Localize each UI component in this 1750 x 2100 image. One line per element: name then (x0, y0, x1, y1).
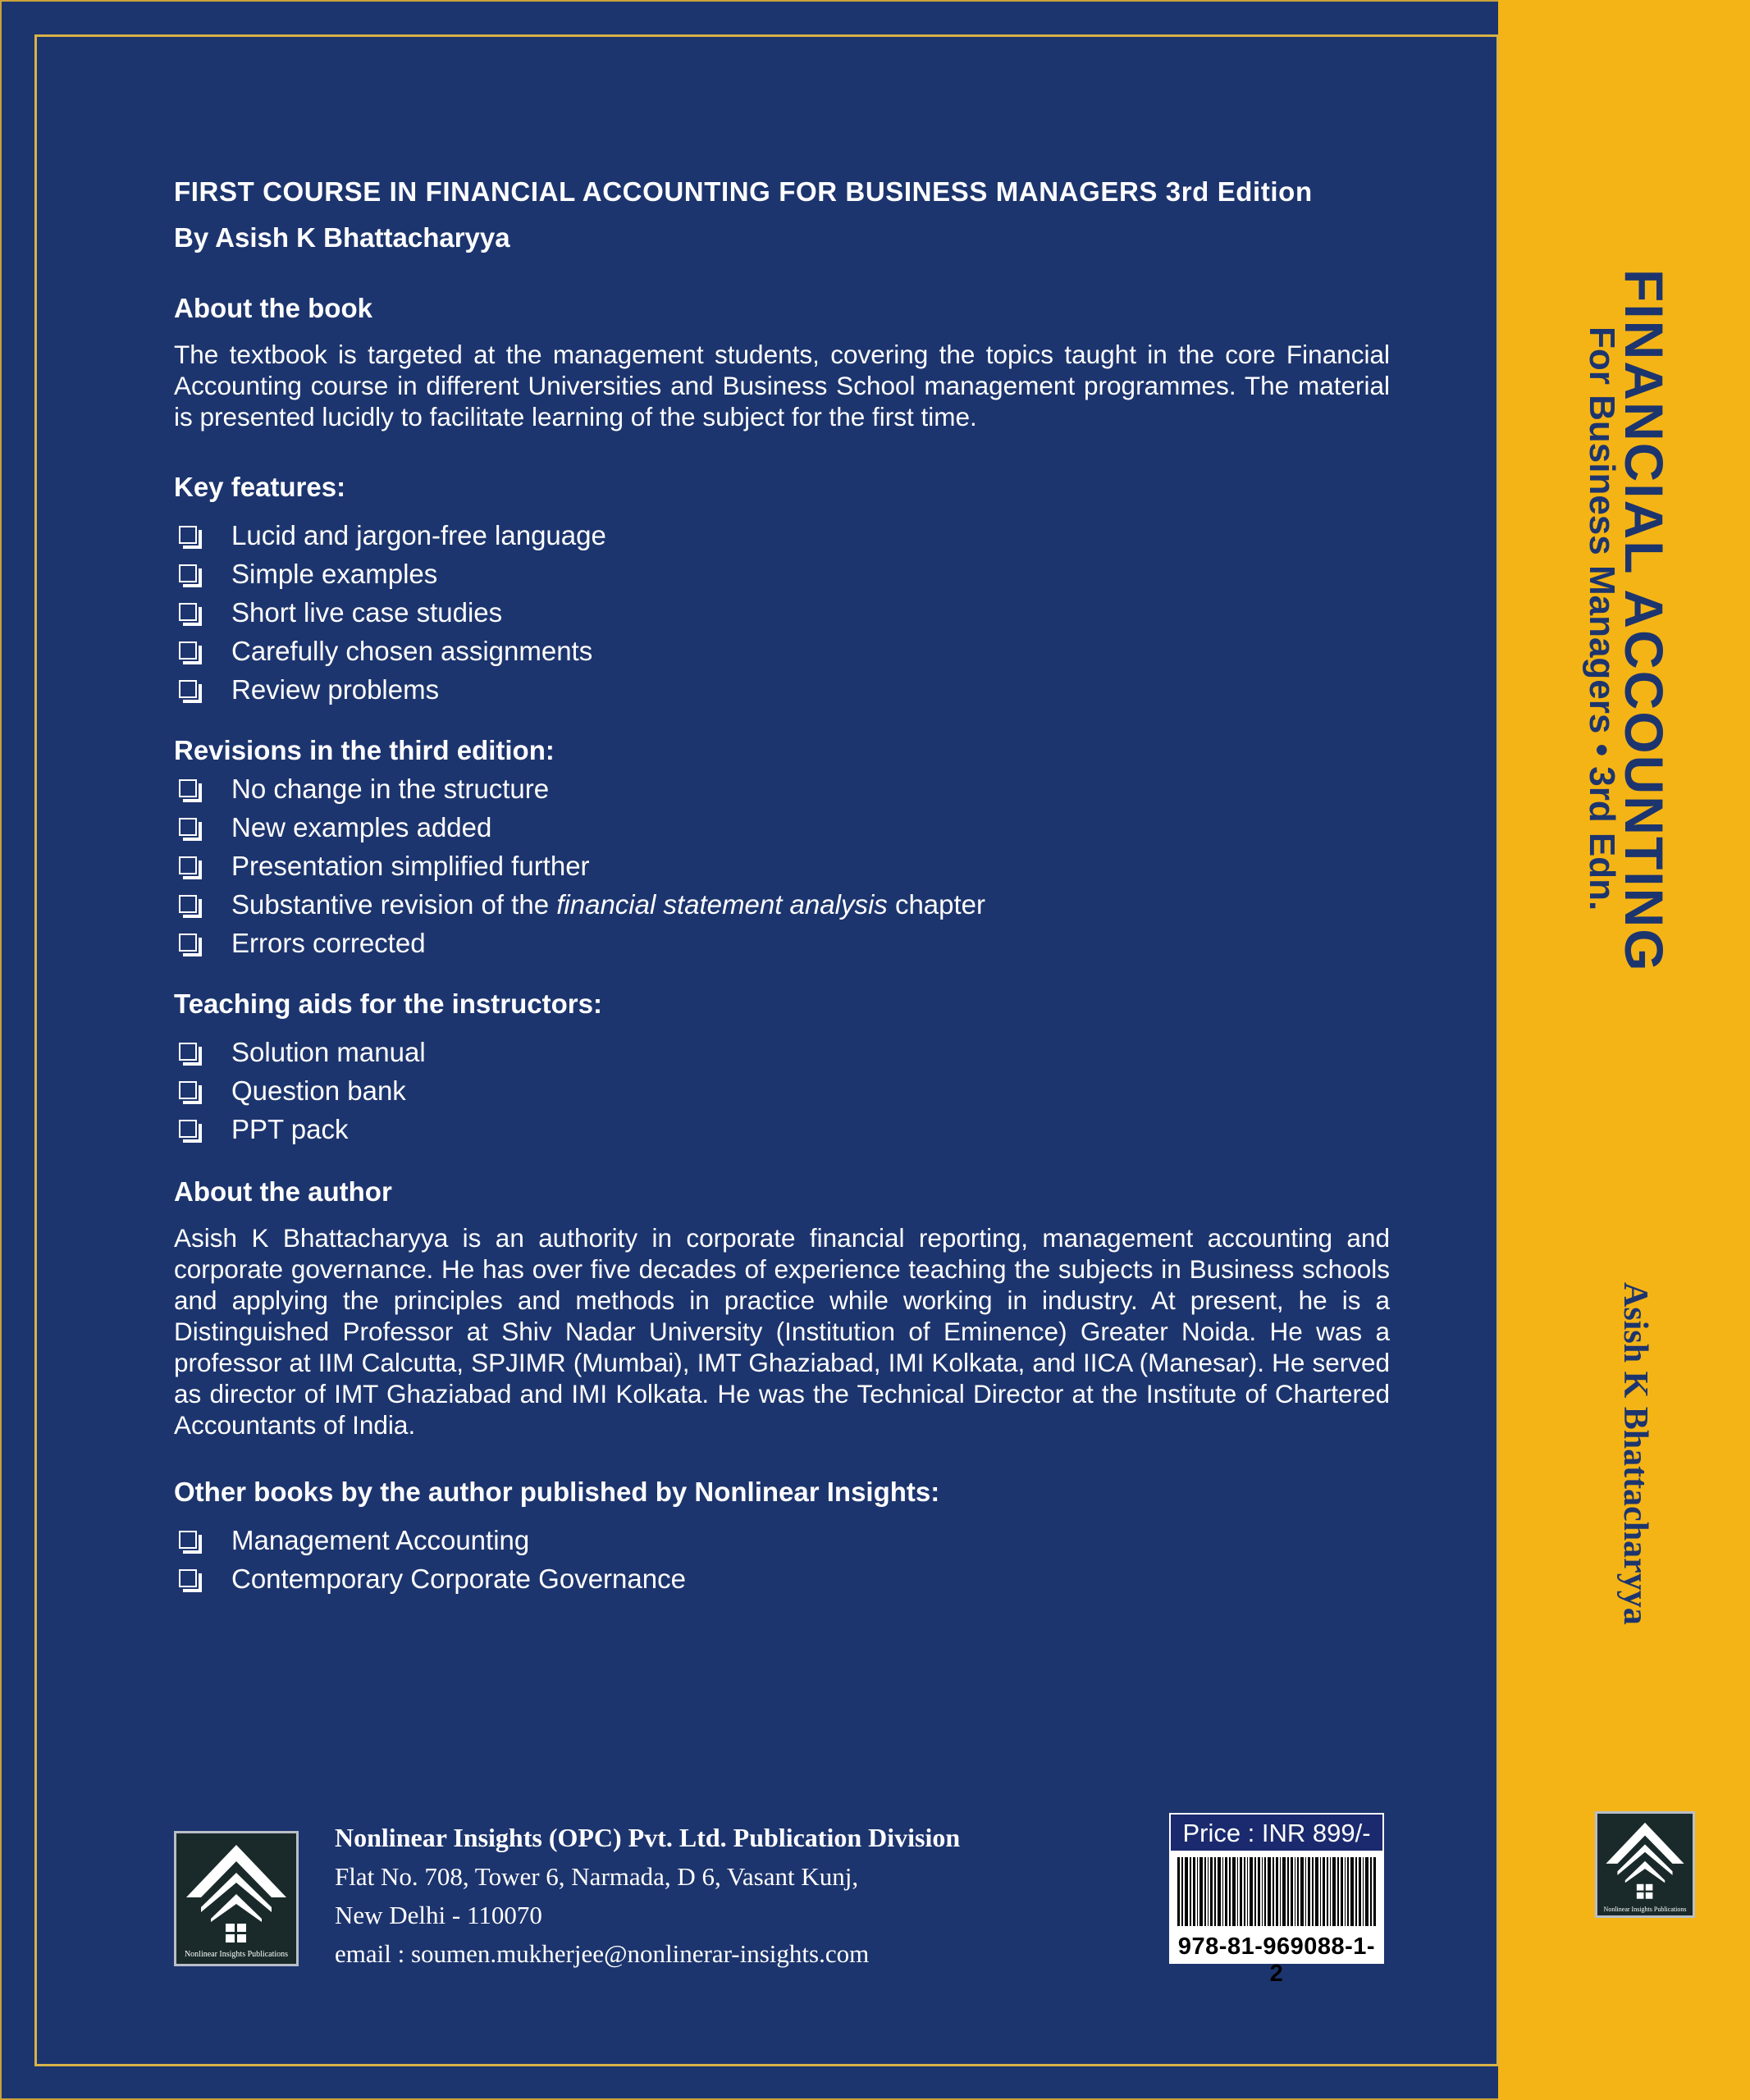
list-item-label: No change in the structure (231, 773, 550, 804)
list-item (174, 847, 1390, 885)
cover-content (174, 176, 1390, 1598)
barcode-icon (1177, 1857, 1376, 1926)
checkbox-icon (179, 1043, 199, 1062)
spine-logo-caption: Nonlinear Insights Publications (1603, 1906, 1687, 1913)
list-item-text-pre: Substantive revision of the (231, 888, 557, 920)
list-item-label: Solution manual (231, 1036, 426, 1067)
teaching-aids-list (174, 1033, 1390, 1148)
checkbox-icon (179, 526, 199, 546)
list-item-label: Simple examples (231, 558, 438, 589)
list-item-label: Management Accounting (231, 1524, 530, 1555)
list-item (174, 1071, 1390, 1110)
about-author-heading: About the author (174, 1176, 392, 1207)
list-item-label: Short live case studies (231, 596, 503, 628)
list-item (174, 516, 1390, 555)
checkbox-icon (179, 818, 199, 838)
checkbox-icon (179, 1081, 199, 1101)
spine-author: Asish K Bhattacharyya (1616, 1282, 1654, 1625)
checkbox-icon (179, 934, 199, 953)
list-item-label: Lucid and jargon-free language (231, 519, 606, 550)
about-author-text: Asish K Bhattacharyya is an authority in corporate financial reporting, management accounting and corporate governance. He has over five decades of experience teaching the subjects in Business schools and applying the principles and methods in practice while working in industry. At present, he is a Distinguished Professor at Shiv Nadar University (Institution of Eminence) Greater Noida. He was a professor at IIM Calcutta, SPJIMR (Mumbai), IMT Ghaziabad, IMI Kolkata, and IICA (Manesar). He served as director of IMT Ghaziabad and IMI Kolkata. He was the Technical Director at the Institute of Chartered Accountants of India. (174, 1223, 1390, 1440)
list-item (174, 1521, 1390, 1559)
publisher-info (335, 1823, 960, 1969)
checkbox-icon (179, 641, 199, 661)
about-book-text: The textbook is targeted at the management students, covering the topics taught in the core Financial Accounting course in different Universities and Business School management programmes. The material is presented lucidly to facilitate learning of the subject for the first time. (174, 340, 1390, 431)
house-logo-icon (1597, 1814, 1693, 1915)
other-books-list (174, 1521, 1390, 1598)
list-item-label: PPT pack (231, 1113, 349, 1144)
checkbox-icon (179, 1120, 199, 1139)
checkbox-icon (179, 895, 199, 915)
other-books-heading: Other books by the author published by Nonlinear Insights: (174, 1477, 940, 1507)
checkbox-icon (179, 603, 199, 623)
publisher-address-1: Flat No. 708, Tower 6, Narmada, D 6, Vasant Kunj, (335, 1862, 859, 1891)
list-item (174, 769, 1390, 808)
house-logo-icon (176, 1833, 296, 1964)
list-item-label: Carefully chosen assignments (231, 635, 593, 666)
list-item-label: Presentation simplified further (231, 850, 590, 881)
publisher-address-2: New Delhi - 110070 (335, 1901, 542, 1929)
list-item (174, 1559, 1390, 1598)
revisions-heading: Revisions in the third edition: (174, 735, 555, 765)
checkbox-icon (179, 680, 199, 700)
revisions-list (174, 769, 1390, 962)
list-item (174, 924, 1390, 962)
list-item (174, 885, 1390, 924)
list-item (174, 555, 1390, 593)
list-item-label: Question bank (231, 1075, 406, 1106)
price-label: Price : INR 899/- (1169, 1813, 1384, 1851)
list-item (174, 593, 1390, 632)
list-item-label: Contemporary Corporate Governance (231, 1563, 686, 1594)
teaching-aids-heading: Teaching aids for the instructors: (174, 988, 602, 1019)
list-item-label: Errors corrected (231, 927, 426, 958)
checkbox-icon (179, 779, 199, 799)
spine-title: FINANCIAL ACCOUNTING (1614, 269, 1675, 973)
checkbox-icon (179, 1531, 199, 1550)
list-item (174, 632, 1390, 670)
publisher-logo-caption: Nonlinear Insights Publications (184, 1950, 289, 1959)
spine-subtitle: For Business Managers • 3rd Edn. (1582, 326, 1622, 911)
list-item-label: Review problems (231, 673, 440, 705)
checkbox-icon (179, 1569, 199, 1589)
list-item (174, 808, 1390, 847)
isbn-number: 978-81-969088-1-2 (1177, 1933, 1376, 1987)
checkbox-icon (179, 856, 199, 876)
list-item-emphasis: financial statement analysis (556, 888, 888, 920)
list-item-label: New examples added (231, 811, 492, 842)
spine-publisher-logo (1595, 1811, 1695, 1918)
price-barcode-box (1169, 1813, 1384, 1987)
checkbox-icon (179, 564, 199, 584)
list-item (174, 670, 1390, 709)
list-item (174, 1033, 1390, 1071)
publisher-email: email : soumen.mukherjee@nonlinerar-insights.com (335, 1939, 870, 1968)
list-item (174, 1110, 1390, 1148)
publisher-name: Nonlinear Insights (OPC) Pvt. Ltd. Publication Division (335, 1823, 961, 1852)
key-features-list (174, 516, 1390, 709)
byline: By Asish K Bhattacharyya (174, 222, 510, 253)
list-item-label (231, 889, 985, 920)
list-item-text-post: chapter (887, 888, 986, 920)
book-title: FIRST COURSE IN FINANCIAL ACCOUNTING FOR BUSINESS MANAGERS 3rd Edition (174, 176, 1313, 207)
key-features-heading: Key features: (174, 472, 346, 502)
about-book-heading: About the book (174, 293, 372, 323)
barcode (1169, 1851, 1384, 1987)
publisher-logo (174, 1831, 299, 1966)
